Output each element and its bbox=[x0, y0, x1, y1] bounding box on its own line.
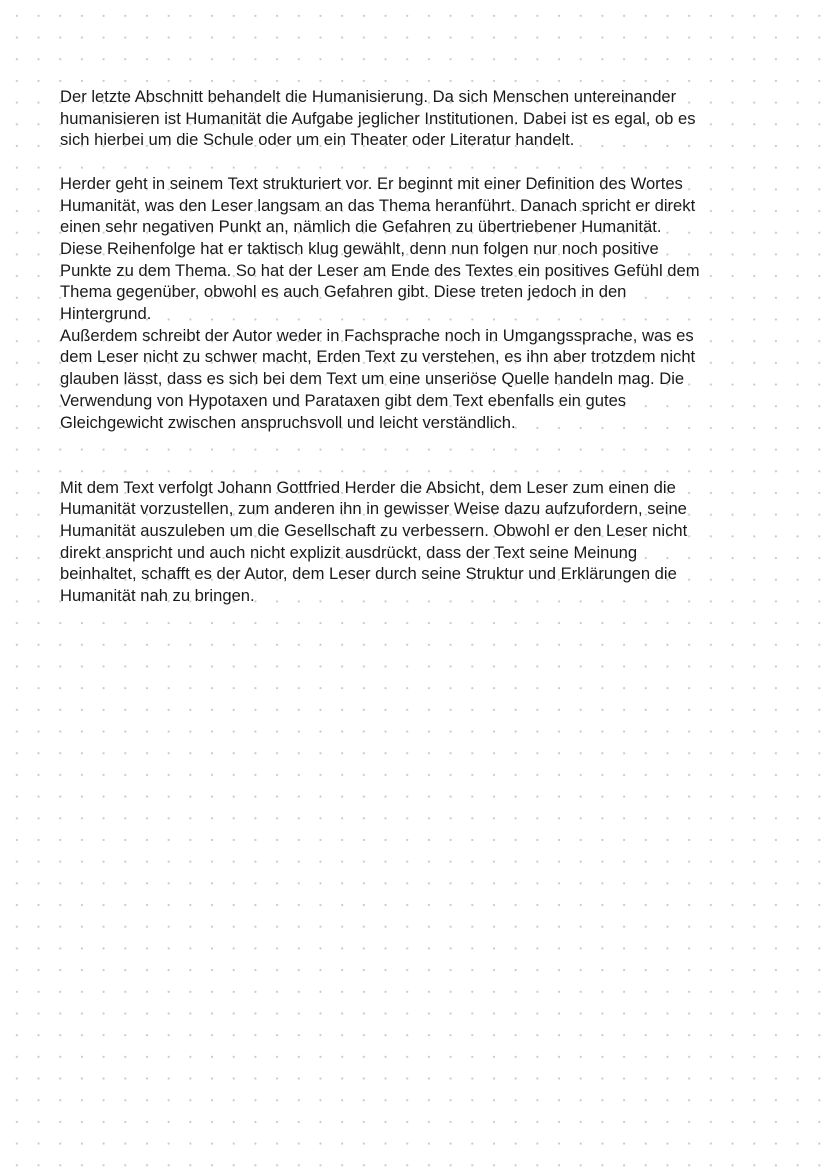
document-body bbox=[60, 86, 775, 607]
text-line: Humanität, was den Leser langsam an das Thema heranführt. Danach spricht er direkt bbox=[60, 195, 696, 215]
text-line: sich hierbei um die Schule oder um ein Theater oder Literatur handelt. bbox=[60, 130, 575, 150]
text-line: Gleichgewicht zwischen anspruchsvoll und leicht verständlich. bbox=[60, 412, 516, 432]
text-line: Thema gegenüber, obwohl es auch Gefahren gibt. Diese treten jedoch in den bbox=[60, 282, 627, 302]
text-line: Hintergrund. bbox=[60, 304, 152, 324]
text-line: Mit dem Text verfolgt Johann Gottfried Herder die Absicht, dem Leser zum einen die bbox=[60, 477, 676, 497]
text-line: Herder geht in seinem Text strukturiert vor. Er beginnt mit einer Definition des Wortes bbox=[60, 173, 683, 193]
text-line: Verwendung von Hypotaxen und Parataxen gibt dem Text ebenfalls ein gutes bbox=[60, 390, 627, 410]
text-line: dem Leser nicht zu schwer macht, Erden Text zu verstehen, es ihn aber trotzdem nicht bbox=[60, 347, 696, 367]
paragraph-spacer bbox=[60, 151, 775, 173]
text-line: Der letzte Abschnitt behandelt die Humanisierung. Da sich Menschen untereinander bbox=[60, 87, 677, 106]
paragraph-absicht bbox=[60, 477, 775, 607]
text-line: Diese Reihenfolge hat er taktisch klug gewählt, denn nun folgen nur noch positive bbox=[60, 238, 659, 258]
paragraph-spacer bbox=[60, 433, 775, 476]
paragraph-humanisierung bbox=[60, 86, 775, 151]
text-line: humanisieren ist Humanität die Aufgabe jeglicher Institutionen. Dabei ist es egal, ob es bbox=[60, 108, 696, 128]
text-line: Humanität nah zu bringen. bbox=[60, 586, 255, 606]
text-line: direkt anspricht und auch nicht explizit ausdrückt, dass der Text seine Meinung bbox=[60, 542, 638, 562]
text-line: einen sehr negativen Punkt an, nämlich die Gefahren zu übertriebener Humanität. bbox=[60, 217, 662, 237]
text-line: glauben lässt, dass es sich bei dem Text um eine unseriöse Quelle handeln mag. Die bbox=[60, 369, 685, 389]
text-line: Humanität auszuleben um die Gesellschaft zu verbessern. Obwohl er den Leser nicht bbox=[60, 521, 688, 541]
text-line: Punkte zu dem Thema. So hat der Leser am Ende des Textes ein positives Gefühl dem bbox=[60, 260, 700, 280]
text-line: Außerdem schreibt der Autor weder in Fachsprache noch in Umgangssprache, was es bbox=[60, 325, 694, 345]
text-line: Humanität vorzustellen, zum anderen ihn in gewisser Weise dazu aufzufordern, seine bbox=[60, 499, 687, 519]
paragraph-struktur bbox=[60, 173, 775, 433]
text-line: beinhaltet, schafft es der Autor, dem Leser durch seine Struktur und Erklärungen die bbox=[60, 564, 677, 584]
